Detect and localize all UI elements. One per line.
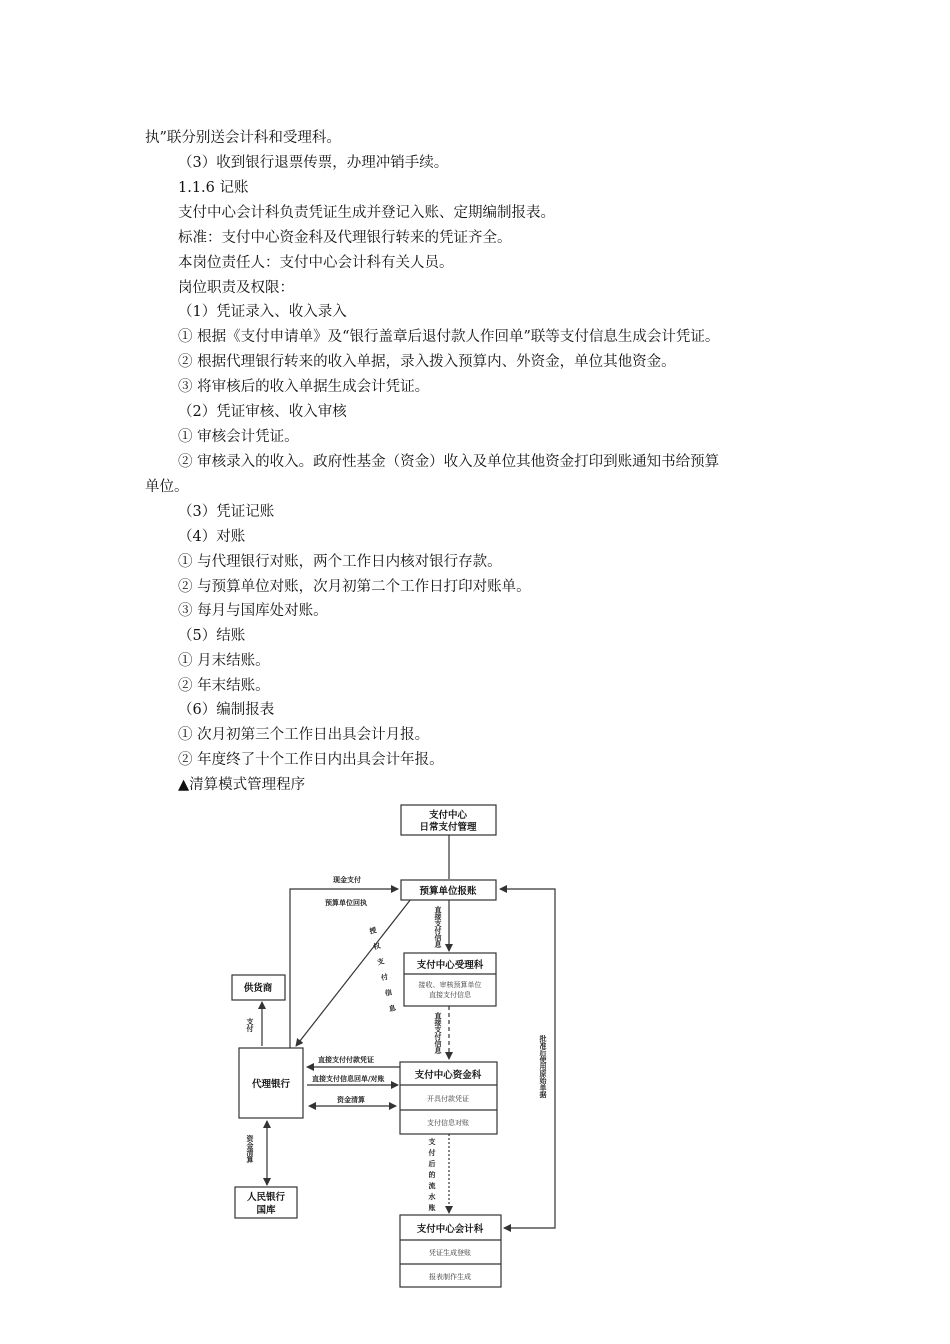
paragraph-line: ① 次月初第三个工作日出具会计月报。 (178, 727, 430, 743)
paragraph-line: 标准：支付中心资金科及代理银行转来的凭证齐全。 (178, 230, 512, 246)
paragraph-line: （5）结账 (178, 628, 246, 644)
paragraph-line: ② 审核录入的收入。政府性基金（资金）收入及单位其他资金打印到账通知书给预算 (178, 454, 720, 470)
svg-text:支付中心资金科: 支付中心资金科 (414, 1070, 482, 1081)
paragraph-line: ② 年末结账。 (178, 678, 270, 694)
svg-text:开具付款凭证: 开具付款凭证 (427, 1095, 469, 1103)
paragraph-line: （3）凭证记账 (178, 504, 275, 520)
svg-text:支付信息对账: 支付信息对账 (427, 1119, 469, 1127)
paragraph-line: （2）凭证审核、收入审核 (178, 404, 347, 420)
paragraph-line: （3）收到银行退票传票，办理冲销手续。 (178, 155, 449, 171)
label-authorized-info: 授权支付信息 (368, 926, 400, 1022)
paragraph-line: 支付中心会计科负责凭证生成并登记入账、定期编制报表。 (178, 205, 555, 221)
svg-text:国库: 国库 (256, 1205, 276, 1216)
paragraph-line: ③ 每月与国库处对账。 (178, 603, 328, 619)
box-payment-center (401, 805, 496, 835)
box-pboc-treasury (235, 1187, 297, 1218)
label-direct-voucher: 直接支付付款凭证 (318, 1056, 374, 1064)
svg-text:支付中心会计科: 支付中心会计科 (416, 1224, 484, 1235)
box-acceptance-dept (404, 953, 496, 1006)
paragraph-line: ① 月末结账。 (178, 653, 270, 669)
label-direct-reply: 直接支付信息回单/对账 (312, 1075, 385, 1083)
label-clearing-vertical: 资金清算 (246, 1135, 254, 1163)
paragraph-line: ② 年度终了十个工作日内出具会计年报。 (178, 752, 444, 768)
label-direct-info-1: 直接支付信息 (434, 906, 442, 948)
box-agent-bank (239, 1048, 303, 1118)
box-budget-unit (401, 880, 496, 900)
svg-text:人民银行: 人民银行 (246, 1192, 286, 1203)
paragraph-line: 岗位职责及权限： (178, 280, 294, 296)
paragraph-line: ① 与代理银行对账，两个工作日内核对银行存款。 (178, 554, 502, 570)
label-payment: 支付 (246, 1018, 254, 1032)
svg-text:预算单位报账: 预算单位报账 (419, 886, 477, 897)
svg-text:接收、审核预算单位: 接收、审核预算单位 (418, 981, 482, 989)
label-cash-payment: 现金支付 (333, 876, 361, 884)
section-heading: 1.1.6 记账 (178, 180, 249, 196)
paragraph-line: 单位。 (145, 479, 189, 495)
paragraph-line: ① 根据《支付申请单》及“银行盖章后退付款人作回单”联等支付信息生成会计凭证。 (178, 329, 720, 345)
svg-text:支付中心: 支付中心 (428, 810, 468, 821)
svg-text:直接支付信息: 直接支付信息 (429, 991, 471, 999)
paragraph-line: ② 根据代理银行转来的收入单据，录入拨入预算内、外资金，单位其他资金。 (178, 354, 676, 370)
paragraph-line: ③ 将审核后的收入单据生成会计凭证。 (178, 379, 430, 395)
paragraph-line: 执”联分别送会计科和受理科。 (145, 130, 341, 146)
box-accounting-dept (400, 1215, 501, 1287)
label-direct-info-2: 直接支付信息 (434, 1012, 442, 1054)
svg-text:日常支付管理: 日常支付管理 (419, 822, 477, 833)
paragraph-line: ② 与预算单位对账，次月初第二个工作日打印对账单。 (178, 579, 531, 595)
box-funds-dept (400, 1062, 497, 1134)
label-flow-ledger: 支付后的流水账 (428, 1138, 436, 1215)
label-budget-receipt: 预算单位回执 (325, 899, 367, 907)
svg-text:供货商: 供货商 (243, 983, 273, 994)
svg-text:代理银行: 代理银行 (251, 1079, 291, 1090)
box-supplier (232, 975, 285, 1000)
paragraph-line: （6）编制报表 (178, 702, 275, 718)
svg-text:报表制作生成: 报表制作生成 (429, 1273, 471, 1281)
paragraph-line: ① 审核会计凭证。 (178, 429, 299, 445)
label-approved-docs: 批准后使用原始单据 (539, 1035, 547, 1098)
paragraph-line: （4）对账 (178, 529, 246, 545)
figure-caption: ▲清算模式管理程序 (178, 777, 306, 793)
svg-text:凭证生成登账: 凭证生成登账 (429, 1249, 471, 1257)
paragraph-line: （1）凭证录入、收入录入 (178, 304, 347, 320)
paragraph-line: 本岗位责任人：支付中心会计科有关人员。 (178, 255, 454, 271)
svg-text:支付中心受理科: 支付中心受理科 (416, 960, 484, 971)
label-clearing: 资金清算 (337, 1096, 365, 1104)
edge-labels (312, 875, 385, 1104)
